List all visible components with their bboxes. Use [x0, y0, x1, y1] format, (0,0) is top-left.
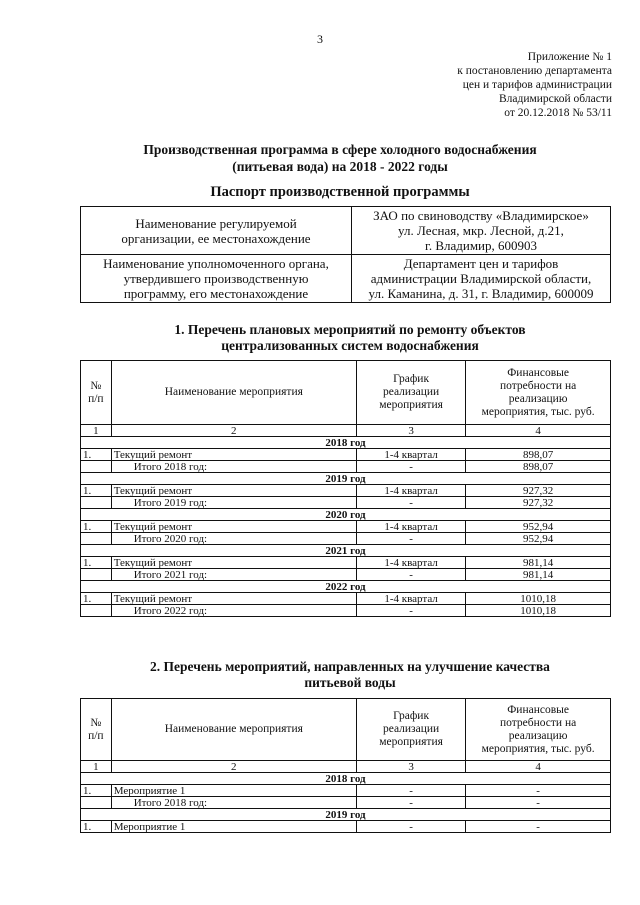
- header-schedule: [356, 361, 465, 425]
- row-number: [81, 569, 112, 581]
- header-line: реализации: [382, 386, 440, 398]
- column-number: 4: [466, 425, 611, 437]
- header-financing: [466, 361, 611, 425]
- table-row: [81, 593, 611, 605]
- header-line: п/п: [88, 729, 104, 742]
- passport-value-line: ЗАО по свиноводству «Владимирское»: [373, 208, 589, 223]
- header-line: реализацию: [508, 729, 568, 742]
- table-row: [81, 821, 611, 833]
- total-schedule: -: [356, 797, 465, 809]
- event-schedule: 1-4 квартал: [356, 449, 465, 461]
- event-amount: 952,94: [466, 521, 611, 533]
- header-line: мероприятия, тыс. руб.: [481, 405, 595, 418]
- page-number: 3: [317, 32, 323, 46]
- passport-value-line: ул. Лесная, мкр. Лесной, д.21,: [398, 223, 564, 238]
- event-name: Текущий ремонт: [111, 449, 356, 461]
- row-number: 1.: [81, 821, 112, 833]
- column-number-row: [81, 425, 611, 437]
- column-number: 4: [466, 761, 611, 773]
- event-amount: 898,07: [466, 449, 611, 461]
- total-amount: 952,94: [466, 533, 611, 545]
- total-row: [81, 533, 611, 545]
- header-line: реализацию: [508, 392, 568, 405]
- year-label: 2019 год: [81, 473, 611, 485]
- total-amount: -: [466, 797, 611, 809]
- total-schedule: -: [356, 605, 465, 617]
- row-number: [81, 497, 112, 509]
- row-number: 1.: [81, 485, 112, 497]
- year-label: 2021 год: [81, 545, 611, 557]
- year-row: [81, 437, 611, 449]
- total-label: Итого 2021 год:: [111, 569, 356, 581]
- row-number: [81, 797, 112, 809]
- appendix-note: [412, 50, 612, 120]
- appendix-line: к постановлению департамента: [457, 65, 612, 77]
- event-name: Текущий ремонт: [111, 557, 356, 569]
- header-line: потребности на: [499, 716, 577, 729]
- event-amount: -: [466, 785, 611, 797]
- appendix-line: цен и тарифов администрации: [462, 79, 612, 91]
- total-label: Итого 2020 год:: [111, 533, 356, 545]
- header-line: График: [393, 710, 430, 722]
- header-line: №: [90, 379, 102, 392]
- event-schedule: 1-4 квартал: [356, 521, 465, 533]
- row-number: [81, 605, 112, 617]
- year-label: 2019 год: [81, 809, 611, 821]
- event-name: Текущий ремонт: [111, 521, 356, 533]
- passport-label-line: программу, его местонахождение: [123, 286, 309, 301]
- header-number: [81, 699, 112, 761]
- table-row: [81, 521, 611, 533]
- total-amount: 898,07: [466, 461, 611, 473]
- total-row: [81, 605, 611, 617]
- event-schedule: -: [356, 821, 465, 833]
- column-number: 1: [81, 761, 112, 773]
- header-number: [81, 361, 112, 425]
- total-schedule: -: [356, 461, 465, 473]
- passport-value-line: Департамент цен и тарифов: [403, 256, 559, 271]
- row-number: 1.: [81, 521, 112, 533]
- year-row: [81, 509, 611, 521]
- total-schedule: -: [356, 533, 465, 545]
- appendix-line: Владимирской области: [498, 93, 612, 105]
- passport-value-line: ул. Каманина, д. 31, г. Владимир, 600009: [368, 286, 594, 301]
- event-schedule: 1-4 квартал: [356, 485, 465, 497]
- event-schedule: -: [356, 785, 465, 797]
- year-label: 2020 год: [81, 509, 611, 521]
- appendix-line: от 20.12.2018 № 53/11: [504, 107, 612, 119]
- total-schedule: -: [356, 569, 465, 581]
- table-header-row: [81, 361, 611, 425]
- total-row: [81, 797, 611, 809]
- year-row: [81, 809, 611, 821]
- row-number: 1.: [81, 449, 112, 461]
- document-title: [80, 141, 600, 175]
- event-amount: -: [466, 821, 611, 833]
- row-number: 1.: [81, 557, 112, 569]
- passport-row: [81, 255, 611, 303]
- header-line: мероприятия: [379, 399, 443, 411]
- year-label: 2018 год: [81, 437, 611, 449]
- header-line: потребности на: [499, 379, 577, 392]
- event-name: Мероприятие 1: [111, 821, 356, 833]
- header-schedule: [356, 699, 465, 761]
- section1-title: [80, 322, 620, 354]
- column-number: 2: [111, 761, 356, 773]
- table-row: [81, 449, 611, 461]
- passport-label-line: утвердившего производственную: [123, 271, 309, 286]
- section-title-line: 2. Перечень мероприятий, направленных на улучшение качества: [150, 659, 550, 674]
- total-amount: 1010,18: [466, 605, 611, 617]
- passport-value-line: администрации Владимирской области,: [370, 271, 592, 286]
- passport-label-line: Наименование регулируемой: [135, 215, 297, 231]
- passport-label-line: организации, ее местонахождение: [121, 230, 311, 246]
- event-schedule: 1-4 квартал: [356, 593, 465, 605]
- row-number: [81, 461, 112, 473]
- header-line: мероприятия, тыс. руб.: [481, 742, 595, 755]
- passport-label: [81, 255, 352, 303]
- header-event-name: Наименование мероприятия: [111, 361, 356, 425]
- header-line: Финансовые: [507, 366, 569, 379]
- header-financing: [466, 699, 611, 761]
- section-title-line: централизованных систем водоснабжения: [221, 338, 479, 353]
- year-row: [81, 773, 611, 785]
- event-amount: 1010,18: [466, 593, 611, 605]
- year-row: [81, 473, 611, 485]
- column-number: 1: [81, 425, 112, 437]
- header-line: График: [393, 373, 430, 385]
- header-line: Финансовые: [507, 703, 569, 716]
- year-row: [81, 581, 611, 593]
- total-row: [81, 461, 611, 473]
- event-name: Текущий ремонт: [111, 485, 356, 497]
- total-label: Итого 2022 год:: [111, 605, 356, 617]
- header-line: №: [90, 716, 102, 729]
- passport-label-line: Наименование уполномоченного органа,: [103, 256, 329, 271]
- repair-events-table: [80, 360, 611, 617]
- column-number: 3: [356, 761, 465, 773]
- column-number: 3: [356, 425, 465, 437]
- year-label: 2018 год: [81, 773, 611, 785]
- total-amount: 981,14: [466, 569, 611, 581]
- passport-table: [80, 206, 611, 303]
- table-row: [81, 557, 611, 569]
- total-amount: 927,32: [466, 497, 611, 509]
- total-label: Итого 2018 год:: [111, 461, 356, 473]
- passport-title: Паспорт производственной программы: [210, 184, 470, 200]
- header-event-name: Наименование мероприятия: [111, 699, 356, 761]
- year-label: 2022 год: [81, 581, 611, 593]
- row-number: 1.: [81, 785, 112, 797]
- passport-label: [81, 207, 352, 255]
- section2-title: [80, 659, 620, 691]
- table-row: [81, 785, 611, 797]
- total-row: [81, 569, 611, 581]
- header-line: мероприятия: [379, 736, 443, 748]
- section-title-line: питьевой воды: [304, 675, 396, 690]
- total-row: [81, 497, 611, 509]
- event-schedule: 1-4 квартал: [356, 557, 465, 569]
- year-row: [81, 545, 611, 557]
- row-number: [81, 533, 112, 545]
- header-line: реализации: [382, 723, 440, 735]
- row-number: 1.: [81, 593, 112, 605]
- water-quality-events-table: [80, 698, 611, 833]
- total-schedule: -: [356, 497, 465, 509]
- table-header-row: [81, 699, 611, 761]
- event-name: Текущий ремонт: [111, 593, 356, 605]
- section-title-line: 1. Перечень плановых мероприятий по ремонту объектов: [174, 322, 526, 337]
- document-title-line: Производственная программа в сфере холодного водоснабжения: [143, 142, 537, 157]
- table-row: [81, 485, 611, 497]
- appendix-line: Приложение № 1: [527, 51, 612, 63]
- passport-value-line: г. Владимир, 600903: [424, 238, 538, 253]
- event-amount: 927,32: [466, 485, 611, 497]
- event-amount: 981,14: [466, 557, 611, 569]
- document-title-line: (питьевая вода) на 2018 - 2022 годы: [232, 159, 448, 174]
- header-line: п/п: [88, 392, 104, 405]
- total-label: Итого 2018 год:: [111, 797, 356, 809]
- passport-value: [352, 255, 611, 303]
- column-number: 2: [111, 425, 356, 437]
- column-number-row: [81, 761, 611, 773]
- event-name: Мероприятие 1: [111, 785, 356, 797]
- passport-row: [81, 207, 611, 255]
- passport-value: [352, 207, 611, 255]
- total-label: Итого 2019 год:: [111, 497, 356, 509]
